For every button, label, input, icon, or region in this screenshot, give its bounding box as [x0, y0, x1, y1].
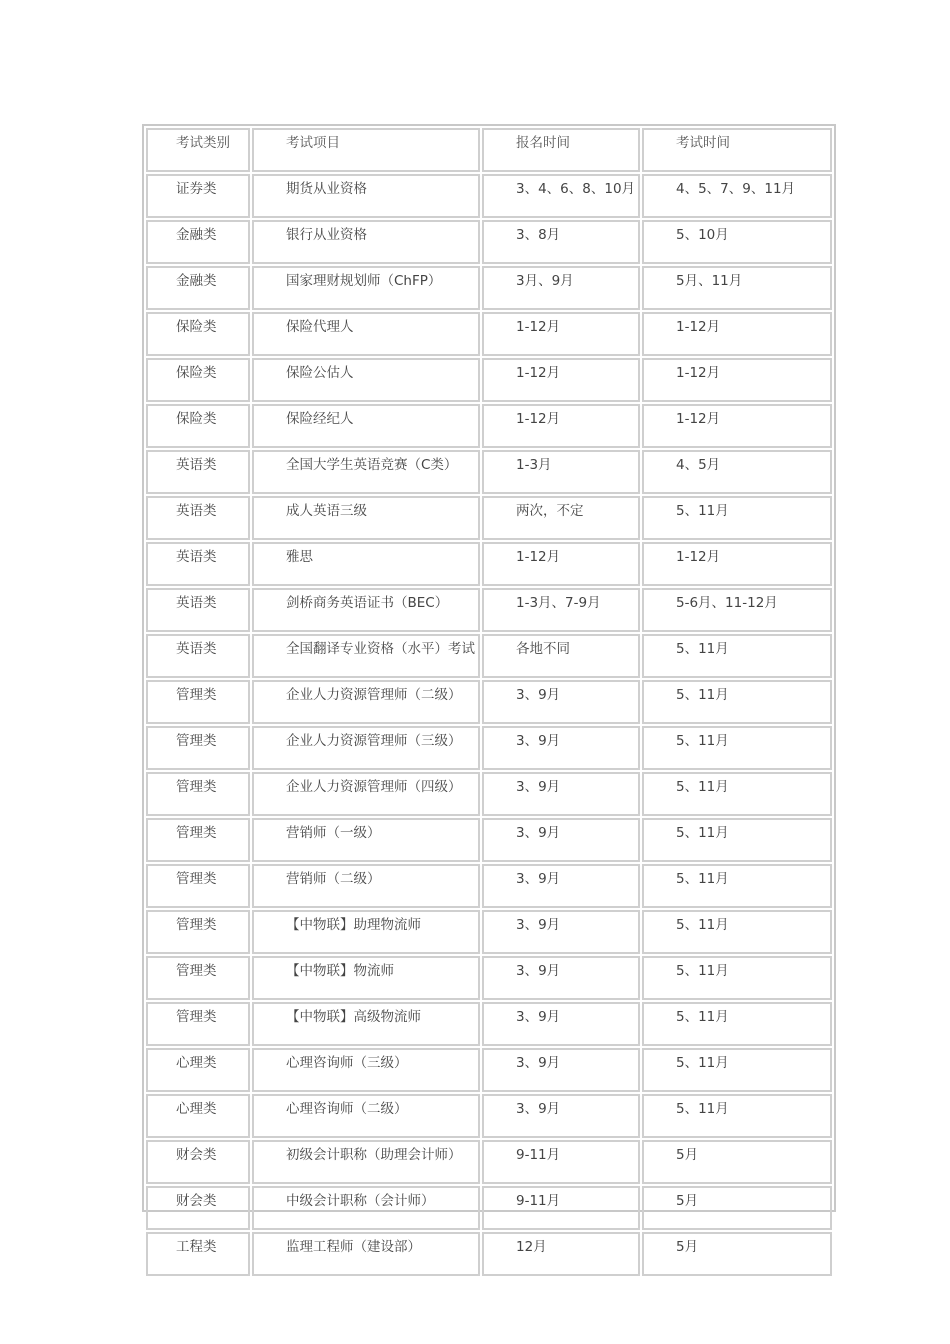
cell-exam-time: 5、11月: [642, 726, 832, 770]
header-cell-category: 考试类别: [146, 128, 250, 172]
cell-category: 保险类: [146, 358, 250, 402]
cell-registration-time: 9-11月: [482, 1186, 640, 1230]
table-row: [146, 1048, 832, 1092]
cell-exam-time: 1-12月: [642, 312, 832, 356]
table-row: [146, 634, 832, 678]
cell-registration-time: 两次，不定: [482, 496, 640, 540]
exam-schedule-table: [144, 126, 834, 1278]
table-row: [146, 220, 832, 264]
cell-registration-time: 3、9月: [482, 910, 640, 954]
cell-exam-time: 1-12月: [642, 542, 832, 586]
cell-registration-time: 1-12月: [482, 312, 640, 356]
cell-exam-item: 雅思: [252, 542, 480, 586]
cell-exam-time: 5、11月: [642, 1048, 832, 1092]
cell-exam-item: 【中物联】助理物流师: [252, 910, 480, 954]
table-row: [146, 312, 832, 356]
table-row: [146, 772, 832, 816]
cell-registration-time: 3、9月: [482, 680, 640, 724]
cell-category: 英语类: [146, 588, 250, 632]
cell-exam-item: 保险经纪人: [252, 404, 480, 448]
cell-exam-item: 全国翻译专业资格（水平）考试: [252, 634, 480, 678]
cell-category: 金融类: [146, 266, 250, 310]
cell-exam-time: 5、11月: [642, 864, 832, 908]
cell-exam-item: 营销师（二级）: [252, 864, 480, 908]
cell-category: 财会类: [146, 1186, 250, 1230]
cell-category: 证券类: [146, 174, 250, 218]
cell-exam-item: 初级会计职称（助理会计师）: [252, 1140, 480, 1184]
table-row: [146, 174, 832, 218]
table-row: [146, 1002, 832, 1046]
cell-exam-time: 5、11月: [642, 496, 832, 540]
cell-registration-time: 3、9月: [482, 956, 640, 1000]
cell-registration-time: 1-12月: [482, 358, 640, 402]
cell-registration-time: 1-12月: [482, 542, 640, 586]
cell-category: 财会类: [146, 1140, 250, 1184]
cell-exam-time: 5、11月: [642, 1002, 832, 1046]
cell-exam-time: 5、11月: [642, 680, 832, 724]
cell-registration-time: 3、4、6、8、10月: [482, 174, 640, 218]
cell-exam-item: 保险公估人: [252, 358, 480, 402]
exam-schedule-table-frame: [142, 124, 836, 1255]
cell-category: 保险类: [146, 404, 250, 448]
cell-exam-item: 企业人力资源管理师（三级）: [252, 726, 480, 770]
table-row: [146, 542, 832, 586]
cell-category: 管理类: [146, 864, 250, 908]
cell-exam-time: 5月: [642, 1186, 832, 1230]
cell-exam-item: 【中物联】物流师: [252, 956, 480, 1000]
cell-category: 保险类: [146, 312, 250, 356]
cell-category: 管理类: [146, 1002, 250, 1046]
cell-registration-time: 各地不同: [482, 634, 640, 678]
cell-registration-time: 3、9月: [482, 818, 640, 862]
table-row: [146, 818, 832, 862]
table-row: [146, 1140, 832, 1184]
table-row: [146, 1186, 832, 1230]
header-cell-exam-time: 考试时间: [642, 128, 832, 172]
cell-category: 管理类: [146, 910, 250, 954]
header-cell-registration: 报名时间: [482, 128, 640, 172]
cell-registration-time: 1-3月、7-9月: [482, 588, 640, 632]
cell-registration-time: 9-11月: [482, 1140, 640, 1184]
cell-exam-item: 营销师（一级）: [252, 818, 480, 862]
cell-category: 管理类: [146, 726, 250, 770]
cell-category: 管理类: [146, 680, 250, 724]
cell-exam-item: 企业人力资源管理师（四级）: [252, 772, 480, 816]
cell-exam-time: 5、11月: [642, 956, 832, 1000]
cell-exam-item: 全国大学生英语竞赛（C类）: [252, 450, 480, 494]
cell-category: 英语类: [146, 496, 250, 540]
cell-exam-time: 5月: [642, 1232, 832, 1276]
cell-exam-item: 期货从业资格: [252, 174, 480, 218]
table-row: [146, 864, 832, 908]
cell-exam-time: 5月、11月: [642, 266, 832, 310]
cell-exam-item: 心理咨询师（二级）: [252, 1094, 480, 1138]
cell-exam-item: 中级会计职称（会计师）: [252, 1186, 480, 1230]
table-row: [146, 1094, 832, 1138]
table-header-row: [146, 128, 832, 172]
cell-category: 英语类: [146, 542, 250, 586]
cell-category: 工程类: [146, 1232, 250, 1276]
cell-exam-time: 4、5月: [642, 450, 832, 494]
cell-registration-time: 3月、9月: [482, 266, 640, 310]
table-row: [146, 404, 832, 448]
table-row: [146, 910, 832, 954]
cell-exam-item: 监理工程师（建设部）: [252, 1232, 480, 1276]
cell-registration-time: 1-12月: [482, 404, 640, 448]
cell-exam-time: 5、10月: [642, 220, 832, 264]
cell-exam-item: 成人英语三级: [252, 496, 480, 540]
cell-exam-item: 企业人力资源管理师（二级）: [252, 680, 480, 724]
cell-category: 金融类: [146, 220, 250, 264]
table-row: [146, 496, 832, 540]
cell-exam-time: 1-12月: [642, 358, 832, 402]
cell-category: 英语类: [146, 450, 250, 494]
cell-registration-time: 3、8月: [482, 220, 640, 264]
cell-category: 管理类: [146, 956, 250, 1000]
table-row: [146, 956, 832, 1000]
cell-exam-time: 5、11月: [642, 772, 832, 816]
cell-exam-item: 保险代理人: [252, 312, 480, 356]
cell-exam-item: 剑桥商务英语证书（BEC）: [252, 588, 480, 632]
table-row: [146, 726, 832, 770]
cell-exam-time: 5、11月: [642, 634, 832, 678]
cell-exam-item: 【中物联】高级物流师: [252, 1002, 480, 1046]
cell-category: 心理类: [146, 1048, 250, 1092]
cell-category: 心理类: [146, 1094, 250, 1138]
cell-registration-time: 3、9月: [482, 726, 640, 770]
cell-registration-time: 3、9月: [482, 1094, 640, 1138]
table-row: [146, 450, 832, 494]
table-body: [146, 128, 832, 1276]
table-row: [146, 1232, 832, 1276]
cell-registration-time: 3、9月: [482, 1002, 640, 1046]
table-row: [146, 358, 832, 402]
cell-exam-time: 5月: [642, 1140, 832, 1184]
cell-exam-time: 5-6月、11-12月: [642, 588, 832, 632]
table-row: [146, 680, 832, 724]
cell-exam-item: 国家理财规划师（ChFP）: [252, 266, 480, 310]
cell-registration-time: 3、9月: [482, 864, 640, 908]
cell-exam-time: 1-12月: [642, 404, 832, 448]
table-row: [146, 266, 832, 310]
cell-category: 管理类: [146, 772, 250, 816]
table-row: [146, 588, 832, 632]
cell-registration-time: 1-3月: [482, 450, 640, 494]
cell-exam-item: 银行从业资格: [252, 220, 480, 264]
cell-exam-item: 心理咨询师（三级）: [252, 1048, 480, 1092]
cell-registration-time: 12月: [482, 1232, 640, 1276]
cell-category: 英语类: [146, 634, 250, 678]
cell-registration-time: 3、9月: [482, 1048, 640, 1092]
header-cell-item: 考试项目: [252, 128, 480, 172]
cell-exam-time: 5、11月: [642, 910, 832, 954]
cell-exam-time: 5、11月: [642, 818, 832, 862]
cell-exam-time: 4、5、7、9、11月: [642, 174, 832, 218]
cell-category: 管理类: [146, 818, 250, 862]
cell-registration-time: 3、9月: [482, 772, 640, 816]
cell-exam-time: 5、11月: [642, 1094, 832, 1138]
